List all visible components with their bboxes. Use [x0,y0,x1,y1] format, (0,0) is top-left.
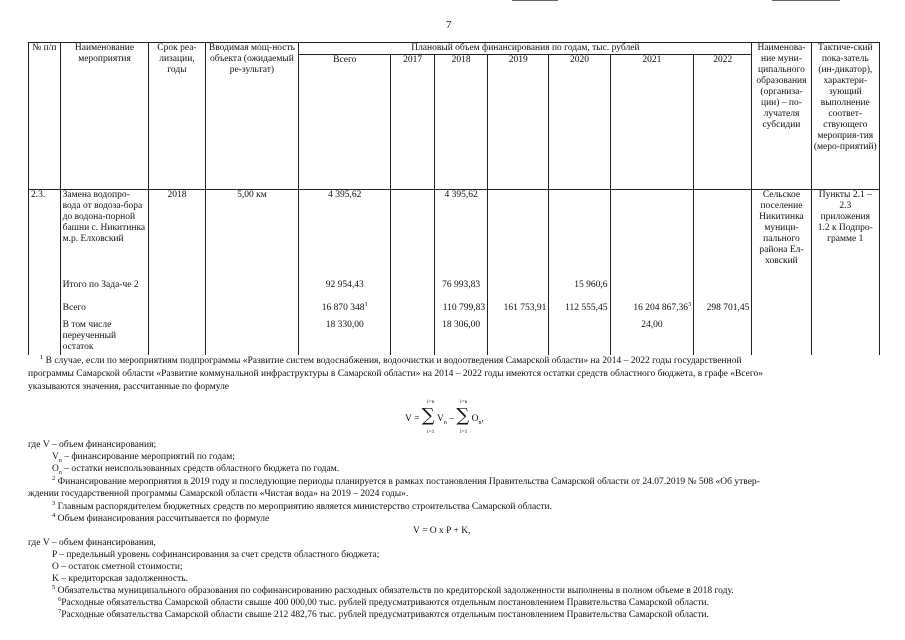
row-name: В том числе переученный остаток [60,320,149,355]
footnote-mark: 6 [58,596,62,603]
row-2021-value: 16 204 867,36 [633,302,688,313]
footnote-ref: 3 [687,300,692,308]
row-num [29,303,61,320]
footnote-4 [52,513,269,525]
footnote-mark: 1 [40,354,44,361]
table-row [29,190,880,280]
formula-end: , [481,414,484,424]
row-indicator [811,320,879,355]
row-2021: 24,00 [610,320,694,355]
formula-1 [405,399,484,435]
formula-minus: – [449,414,455,424]
formula-v: V = [405,414,420,424]
top-edge-line [772,0,840,1]
sum-limit-bottom: i=1 [427,429,435,435]
footnote-text: программы Самарской области «Развитие коммунальной инфраструктуры в Самарской области» на 2014 – 2022 годы имеются остатки средств областного бюджета, в графе «Всего» [28,369,764,379]
footnote-text: где V – объем финансирования; [28,440,157,450]
row-2020: 112 555,45 [549,303,610,320]
footnote-text: где V – объем финансирования, [28,538,156,548]
top-edge-line [512,0,558,1]
row-2017 [391,280,435,303]
header-year: 2021 [610,55,694,190]
row-2020 [549,320,610,355]
footnote-text: O – остаток сметной стоимости; [52,562,183,572]
financing-table [28,42,880,355]
row-municipality [752,320,811,355]
row-total: 92 954,43 [299,280,391,303]
sum-limit-top: i=n [460,399,468,405]
header-year: 2020 [549,55,610,190]
row-2022 [694,280,752,303]
sum-sign: ∑ [421,405,435,426]
header-capacity: Вводимая мощ-ность объекта (ожидаемый ре-зультат) [205,43,299,190]
footnote-text: P – предельный уровень софинансирования за счет средств областного бюджета; [52,550,380,560]
symbol-sub: n [58,469,62,476]
row-2019 [488,280,549,303]
formula-vn-sub: n [443,419,447,426]
header-municipality: Наименова-ние муни-ципального образования (организа-ции) – по-лучателя субсидии [752,43,811,190]
row-2020 [549,190,610,280]
symbol: V [52,452,59,462]
row-2022 [694,320,752,355]
sum-sign: ∑ [456,405,470,426]
footnote-text: Главным распорядителем бюджетных средств по мероприятию является министерство строительства Самарской области. [57,502,552,512]
row-name: Замена водопро-вода от водоза-бора до водона-порной башни с. Никитинка м.р. Елховский [60,190,149,280]
footnote-text: Расходные обязательства Самарской области свыше 212 482,76 тыс. рублей предусматриваются отдельным постановлением Правительства Самарской области. [61,610,709,620]
header-year: 2019 [488,55,549,190]
row-2018: 18 306,00 [435,320,488,355]
row-2019: 161 753,91 [488,303,549,320]
definition: – финансирование мероприятий по годам; [64,452,235,462]
header-year: 2018 [435,55,488,190]
row-2019 [488,320,549,355]
row-2021 [610,280,694,303]
formula-on-sub: n [478,419,482,426]
row-2018: 110 799,83 [435,303,488,320]
header-indicator: Тактиче-ский пока-затель (ин-дикатор), характери-зующий выполнение соответ-ствующего мероприя-тия (меро-приятий) [811,43,879,190]
footnote-2 [52,476,760,488]
row-term [149,303,205,320]
row-num: 2.3. [29,190,61,280]
definition: – остатки неиспользованных средств областного бюджета по годам. [64,464,340,474]
row-capacity [205,280,299,303]
row-num [29,280,61,303]
row-2018: 76 993,83 [435,280,488,303]
row-municipality [752,280,811,303]
row-2022 [694,190,752,280]
row-municipality: Сельское поселение Никитинка муници-пального района Ел-ховский [752,190,811,280]
footnote-text: Объем финансирования рассчитывается по формуле [57,514,270,524]
formula-vn: V [437,414,444,424]
header-total: Всего [299,55,391,190]
sum-limit-bottom: i=1 [460,429,468,435]
symbol: O [52,464,59,474]
footnote-mark: 2 [52,475,56,482]
row-2021 [610,190,694,280]
row-total: 4 395,62 [299,190,391,280]
row-term: 2018 [149,190,205,280]
footnote-ref: 1 [364,300,368,308]
row-2019 [488,190,549,280]
table-row [29,303,880,320]
row-capacity: 5,00 км [205,190,299,280]
header-plan-group: Плановый объем финансирования по годам, тыс. рублей [299,43,752,55]
table-row [29,280,880,303]
footnote-text: В случае, если по мероприятиям подпрограммы «Развитие систем водоснабжения, водоочистки и водоотведения Самарской области» на 2014 – 2022 годы государственной [45,356,742,366]
footnote-text: ждении государственной программы Самарской области «Чистая вода» на 2019 – 2024 годы». [28,489,409,499]
footnote-text: K – кредиторская задолженность. [52,574,188,584]
footnote-mark: 7 [58,608,62,615]
footnote-text: указываются значения, рассчитанные по формуле [28,382,230,392]
row-total [299,300,391,320]
footnote-6 [58,597,709,609]
row-indicator [811,303,879,320]
row-total-value: 16 870 348 [321,302,365,313]
row-indicator [811,280,879,303]
row-name: Всего [60,303,149,320]
row-municipality [752,303,811,320]
row-capacity [205,320,299,355]
footnote-mark: 3 [52,500,56,507]
row-term [149,280,205,303]
row-2022: 298 701,45 [694,303,752,320]
page-number: 7 [446,19,452,31]
footnote-5 [52,585,734,597]
header-name: Наименование мероприятия [60,43,149,190]
row-capacity [205,303,299,320]
symbol-sub: n [58,457,62,464]
row-total: 18 330,00 [299,320,391,355]
formula-on: O [471,414,479,424]
sum-limit-top: i=n [427,399,435,405]
header-year: 2022 [694,55,752,190]
footnote-3 [52,501,552,513]
footnote-text: Финансирование мероприятия в 2019 году и последующие периоды планируется в рамках постановления Правительства Самарской области от 24.07.2019 № 508 «Об утвер- [57,477,760,487]
footnote-7 [58,609,709,621]
row-num [29,320,61,355]
row-2017 [391,190,435,280]
footnote-mark: 5 [52,584,56,591]
footnote-mark: 4 [52,512,56,519]
row-name: Итого по Зада-че 2 [60,280,149,303]
row-2017 [391,320,435,355]
footnote-text: Расходные обязательства Самарской области свыше 400 000,00 тыс. рублей предусматриваются отдельным постановлением Правительства Самарской области. [61,598,709,608]
row-2017 [391,303,435,320]
footnote-1 [40,355,742,367]
formula-2: V = O x P + K, [413,526,471,536]
footnote-text: Обязательства муниципального образования по софинансированию расходных обязательств по кредиторской задолженности выполнены в полном объеме в 2018 году. [57,586,734,596]
table-row [29,320,880,355]
row-2018: 4 395,62 [435,190,488,280]
row-2021 [610,300,694,320]
row-indicator: Пункты 2.1 – 2.3 приложения 1.2 к Подпро-грамме 1 [811,190,879,280]
header-year: 2017 [391,55,435,190]
row-2020: 15 960,6 [549,280,610,303]
row-term [149,320,205,355]
header-term: Срок реа-лизации, годы [149,43,205,190]
header-num: № п/п [29,43,61,190]
